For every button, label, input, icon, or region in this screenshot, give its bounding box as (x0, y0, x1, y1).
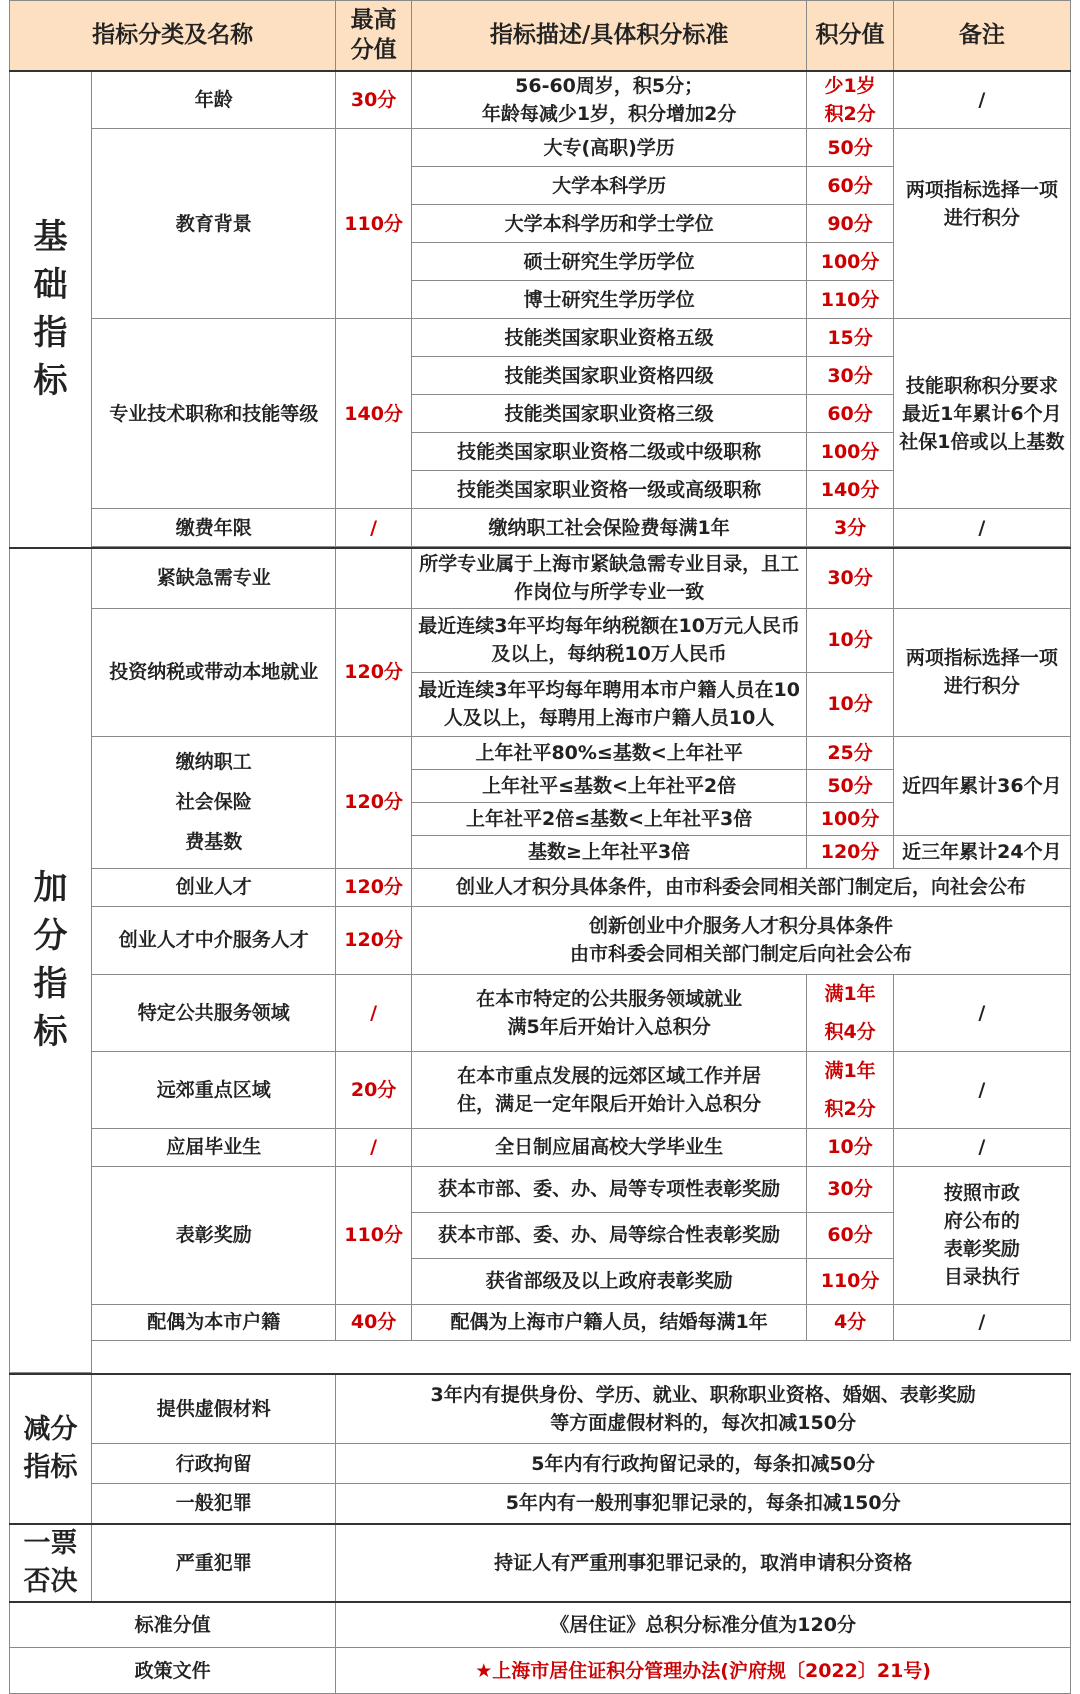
grad-max: / (336, 1128, 412, 1166)
shortage-max-empty (336, 548, 412, 608)
header-category: 指标分类及名称 (10, 1, 336, 71)
award-score-1: 60分 (807, 1212, 893, 1258)
table-row-public (10, 974, 1071, 1051)
social-max: 120分 (336, 736, 412, 868)
table-row-fake (10, 1374, 1071, 1444)
payyears-desc: 缴纳职工社会保险费每满1年 (411, 509, 806, 547)
table-row (10, 736, 1071, 769)
serious-name: 严重犯罪 (92, 1524, 336, 1602)
edu-desc-0: 大专(高职)学历 (411, 129, 806, 167)
invest-desc-0: 最近连续3年平均每年纳税额在10万元人民币及以上，每纳税10万人民币 (411, 608, 806, 672)
public-desc: 在本市特定的公共服务领域就业 满5年后开始计入总积分 (411, 974, 806, 1051)
standard-name: 标准分值 (10, 1602, 336, 1648)
public-name: 特定公共服务领域 (92, 974, 336, 1051)
social-desc-3: 基数≥上年社平3倍 (411, 835, 806, 868)
policy-name: 政策文件 (10, 1648, 336, 1694)
remote-max: 20分 (336, 1051, 412, 1128)
shortage-desc: 所学专业属于上海市紧缺急需专业目录，且工作岗位与所学专业一致 (411, 548, 806, 608)
social-score-1: 50分 (807, 769, 893, 802)
social-score-3: 120分 (807, 835, 893, 868)
public-max: / (336, 974, 412, 1051)
table-row (10, 608, 1071, 672)
table-row-startup (10, 868, 1071, 906)
edu-score-0: 50分 (807, 129, 893, 167)
spouse-note: / (893, 1304, 1070, 1340)
social-desc-1: 上年社平≤基数<上年社平2倍 (411, 769, 806, 802)
table-row-shortage (10, 548, 1071, 608)
header-max: 最高分值 (336, 1, 412, 71)
skill-score-3: 100分 (807, 433, 893, 471)
crime-desc: 5年内有一般刑事犯罪记录的，每条扣减150分 (336, 1484, 1071, 1524)
invest-name: 投资纳税或带动本地就业 (92, 608, 336, 736)
table-row-age (10, 71, 1071, 129)
category-bonus: 加分指标 (10, 548, 92, 1372)
edu-desc-1: 大学本科学历 (411, 167, 806, 205)
agency-name: 创业人才中介服务人才 (92, 906, 336, 974)
table-row-agency (10, 906, 1071, 974)
skill-desc-2: 技能类国家职业资格三级 (411, 395, 806, 433)
spouse-name: 配偶为本市户籍 (92, 1304, 336, 1340)
age-score: 少1岁 积2分 (807, 71, 893, 129)
skill-score-0: 15分 (807, 319, 893, 357)
skill-desc-1: 技能类国家职业资格四级 (411, 357, 806, 395)
age-name: 年龄 (92, 71, 336, 129)
skill-score-1: 30分 (807, 357, 893, 395)
award-desc-0: 获本市部、委、办、局等专项性表彰奖励 (411, 1166, 806, 1212)
award-desc-1: 获本市部、委、办、局等综合性表彰奖励 (411, 1212, 806, 1258)
payyears-max: / (336, 509, 412, 547)
skill-desc-3: 技能类国家职业资格二级或中级职称 (411, 433, 806, 471)
award-score-0: 30分 (807, 1166, 893, 1212)
shortage-note-empty (893, 548, 1070, 608)
skill-max: 140分 (336, 319, 412, 509)
social-name (92, 736, 336, 868)
detain-name: 行政拘留 (92, 1444, 336, 1484)
remote-name: 远郊重点区域 (92, 1051, 336, 1128)
skill-desc-4: 技能类国家职业资格一级或高级职称 (411, 471, 806, 509)
header-desc: 指标描述/具体积分标准 (411, 1, 806, 71)
edu-score-3: 100分 (807, 243, 893, 281)
startup-name: 创业人才 (92, 868, 336, 906)
table-row-crime (10, 1484, 1071, 1524)
public-score: 满1年 积4分 (807, 974, 893, 1051)
table-row-payyears (10, 509, 1071, 547)
skill-score-2: 60分 (807, 395, 893, 433)
social-desc-0: 上年社平80%≤基数<上年社平 (411, 736, 806, 769)
table-row-serious (10, 1524, 1071, 1602)
remote-score: 满1年 积2分 (807, 1051, 893, 1128)
header-score: 积分值 (807, 1, 893, 71)
edu-max: 110分 (336, 129, 412, 319)
social-score-0: 25分 (807, 736, 893, 769)
edu-note: 两项指标选择一项 进行积分 (893, 129, 1070, 319)
invest-score-0: 10分 (807, 608, 893, 672)
spouse-score: 4分 (807, 1304, 893, 1340)
payyears-name: 缴费年限 (92, 509, 336, 547)
header-note: 备注 (893, 1, 1070, 71)
table-row-grad (10, 1128, 1071, 1166)
skill-score-4: 140分 (807, 471, 893, 509)
award-note: 按照市政 府公布的 表彰奖励 目录执行 (893, 1166, 1070, 1304)
policy-desc: ★上海市居住证积分管理办法(沪府规〔2022〕21号) (336, 1648, 1071, 1694)
agency-max: 120分 (336, 906, 412, 974)
standard-desc: 《居住证》总积分标准分值为120分 (336, 1602, 1071, 1648)
shortage-score: 30分 (807, 548, 893, 608)
social-note-2: 近三年累计24个月 (893, 835, 1070, 868)
fake-desc: 3年内有提供身份、学历、就业、职称职业资格、婚姻、表彰奖励 等方面虚假材料的，每次扣减150分 (336, 1374, 1071, 1444)
points-table (9, 0, 1071, 1694)
grad-score: 10分 (807, 1128, 893, 1166)
spouse-desc: 配偶为上海市户籍人员，结婚每满1年 (411, 1304, 806, 1340)
header-row (10, 1, 1071, 71)
skill-desc-0: 技能类国家职业资格五级 (411, 319, 806, 357)
invest-score-1: 10分 (807, 672, 893, 736)
social-score-2: 100分 (807, 802, 893, 835)
crime-name: 一般犯罪 (92, 1484, 336, 1524)
award-desc-2: 获省部级及以上政府表彰奖励 (411, 1258, 806, 1304)
invest-max: 120分 (336, 608, 412, 736)
table-row (10, 129, 1071, 167)
fake-name: 提供虚假材料 (92, 1374, 336, 1444)
grad-desc: 全日制应届高校大学毕业生 (411, 1128, 806, 1166)
table-row (10, 319, 1071, 357)
table-row-standard (10, 1602, 1071, 1648)
invest-desc-1: 最近连续3年平均每年聘用本市户籍人员在10人及以上，每聘用上海市户籍人员10人 (411, 672, 806, 736)
startup-max: 120分 (336, 868, 412, 906)
grad-name: 应届毕业生 (92, 1128, 336, 1166)
category-veto: 一票否决 (10, 1524, 92, 1602)
edu-desc-4: 博士研究生学历学位 (411, 281, 806, 319)
skill-name: 专业技术职称和技能等级 (92, 319, 336, 509)
edu-score-2: 90分 (807, 205, 893, 243)
category-basic: 基础指标 (10, 71, 92, 549)
remote-note: / (893, 1051, 1070, 1128)
award-name: 表彰奖励 (92, 1166, 336, 1304)
serious-desc: 持证人有严重刑事犯罪记录的，取消申请积分资格 (336, 1524, 1071, 1602)
payyears-score: 3分 (807, 509, 893, 547)
agency-desc: 创新创业中介服务人才积分具体条件 由市科委会同相关部门制定后向社会公布 (411, 906, 1070, 974)
social-desc-2: 上年社平2倍≤基数<上年社平3倍 (411, 802, 806, 835)
shortage-name: 紧缺急需专业 (92, 548, 336, 608)
table-row-policy (10, 1648, 1071, 1694)
age-note: / (893, 71, 1070, 129)
detain-desc: 5年内有行政拘留记录的，每条扣减50分 (336, 1444, 1071, 1484)
social-name-2: 社会保险 (175, 791, 252, 813)
edu-score-4: 110分 (807, 281, 893, 319)
edu-desc-2: 大学本科学历和学士学位 (411, 205, 806, 243)
age-max: 30分 (336, 71, 412, 129)
edu-name: 教育背景 (92, 129, 336, 319)
startup-desc: 创业人才积分具体条件，由市科委会同相关部门制定后，向社会公布 (411, 868, 1070, 906)
invest-note: 两项指标选择一项 进行积分 (893, 608, 1070, 736)
social-note-1: 近四年累计36个月 (893, 736, 1070, 835)
table-row (10, 1166, 1071, 1212)
remote-desc: 在本市重点发展的远郊区域工作并居住，满足一定年限后开始计入总积分 (411, 1051, 806, 1128)
social-name-3: 费基数 (185, 831, 243, 853)
edu-desc-3: 硕士研究生学历学位 (411, 243, 806, 281)
social-name-1: 缴纳职工 (175, 751, 252, 773)
award-score-2: 110分 (807, 1258, 893, 1304)
table-row-remote (10, 1051, 1071, 1128)
age-desc: 56-60周岁，积5分； 年龄每减少1岁，积分增加2分 (411, 71, 806, 129)
category-deduct: 减分指标 (10, 1374, 92, 1524)
table-row-detain (10, 1444, 1071, 1484)
award-max: 110分 (336, 1166, 412, 1304)
skill-note: 技能职称积分要求 最近1年累计6个月 社保1倍或以上基数 (893, 319, 1070, 509)
public-note: / (893, 974, 1070, 1051)
table-row-spouse (10, 1304, 1071, 1340)
payyears-note: / (893, 509, 1070, 547)
grad-note: / (893, 1128, 1070, 1166)
spouse-max: 40分 (336, 1304, 412, 1340)
edu-score-1: 60分 (807, 167, 893, 205)
